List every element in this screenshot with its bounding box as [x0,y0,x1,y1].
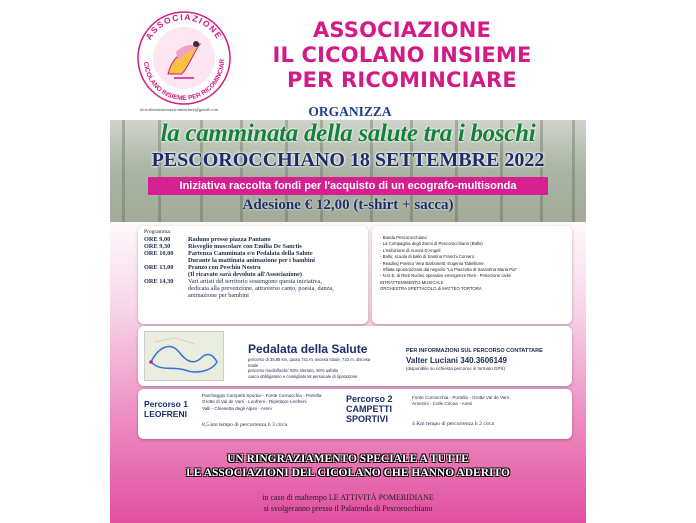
event-poster [110,0,586,523]
pedalata-title: Pedalata della Salute [248,342,368,356]
artist-item: ORCHESTRA SPETTACOLO di MATTEO TORTORA [380,286,482,292]
program-panel [138,226,368,324]
program-row: ORE 10,00 Partenza Camminata e/o Pedalata della Salute [144,250,313,257]
event-date: PESCOROCCHIANO 18 SETTEMBRE 2022 [151,149,545,171]
pedalata-description: percorso di 35,88 km, quota 741 m. ascesa totale, 733 m. discesa totale percorso medio/facile: 50% sterrato, 50% asfalto casco obbligatorio e consigliato kit personale di riparazione [248,357,371,379]
program-row: ORE 14,30 Vari artisti del territorio sostengono questa iniziativa, [144,278,322,285]
logo-email: ilcicolanoinsiemericominciare@gmail.com [140,107,218,112]
logo-emblem-icon [134,8,234,108]
gpx-note: (disponibile su richiesta percorso in formato GPX) [406,366,506,371]
program-row: ORE 13,00 Pranzo con Peschiu Nostru [144,264,261,271]
route-map-icon [145,332,223,380]
program-row: animazione per bambini [188,292,249,299]
title-line-1: ASSOCIAZIONE [312,18,492,42]
association-title [242,18,562,93]
routes-panel [138,389,572,439]
artists-panel [372,226,572,324]
thanks-message: UN RINGRAZIAMENTO SPECIALE A TUTTE LE ASSOCIAZIONI DEL CICOLANO CHE HANNO ADERITO [186,453,510,479]
artist-item: - Banda Pescorocchiano [380,235,427,240]
artist-item: INTRATTENIMENTO MUSICALE [380,279,444,285]
artist-item: - L'esibizione di Aurora D'Angeli [380,247,441,253]
pedalata-panel [138,326,572,386]
program-row: Durante la mattinata animazione per i bambini [188,257,315,264]
info-heading: PER INFORMAZIONI SUL PERCORSO CONTATTARE [406,348,543,354]
event-title: la camminata della salute tra i boschi [160,120,536,147]
route-1-description: Parcheggio Campetti Sportivi - Fonte Cornacchia - Portella Grotte di Val de Varri - Leofreni - Ripetitore Leofreni Valli - Chiesetta degli Alpini - Areni [202,393,322,411]
program-row: dedicata alla prevenzione, attraverso canto, poesia, danza, [188,285,334,292]
contact-name: Valter Luciani 340.3606149 [406,356,507,365]
fundraising-banner: Iniziativa raccolta fondi per l'acquisto di un ecografo-multisonda [148,177,548,195]
svg-text:IL CICOLANO INSIEME PER RICOMI: CICOLANO INSIEME PER RICOMINCIAR [141,58,227,103]
program-heading: Programma: [144,229,172,235]
title-line-3: PER RICOMINCIARE [287,68,517,92]
route-2-label: Percorso 2 CAMPETTI SPORTIVI [346,394,393,424]
artist-item: - Sfilata sponsorizzata dal negozio "La Piazzetta di Saranhna Maria Pia" [380,267,518,273]
artist-item: - Reading Poetico Vera Barbonetti, Eugenia Tabellione [380,260,484,266]
title-line-2: IL CICOLANO INSIEME [272,43,532,67]
svg-text:ASSOCIAZIONE: ASSOCIAZIONE [143,11,225,42]
artist-item: - Ballo; scuola di ballo di Santina Franchi Corvaro [380,254,475,260]
artist-item: - La Compagnia degli Zanni di Pescorocchiano (Ballo) [380,241,483,247]
organizza-label: ORGANIZZA [308,104,392,119]
route-1-time: 8,5 km tempo di percorrenza h 3 circa [202,422,288,428]
association-logo [134,8,234,108]
adesione-price: Adesione € 12,00 (t-shirt + sacca) [242,197,454,213]
artist-item: - N.O.E. di Rieti Nucleo operativo emergenze Rieti - Protezione civile [380,273,511,279]
route-map [144,331,224,381]
weather-notice: in caso di maltempo LE ATTIVITÀ POMERIDIANE si svolgeranno presso il Palatenda di Pescorocchiano [262,493,434,513]
program-row: ORE 9,00 Raduno presso piazza Pantano [144,236,271,243]
program-row: ORE 9,30 Risveglio muscolare con Emilia De Sanctis [144,243,302,250]
program-row: (Il ricavato sarà devoluto all'Associazione) [188,271,303,278]
route-2-time: 4 Km tempo di percorrenza h 2 circa [412,421,495,427]
route-1-label: Percorso 1 LEOFRENI [144,399,188,419]
route-2-description: Fonte Cornacchia - Portella - Grotte Val de Varri Arnezini - Colle Circea - Areni [412,395,510,407]
